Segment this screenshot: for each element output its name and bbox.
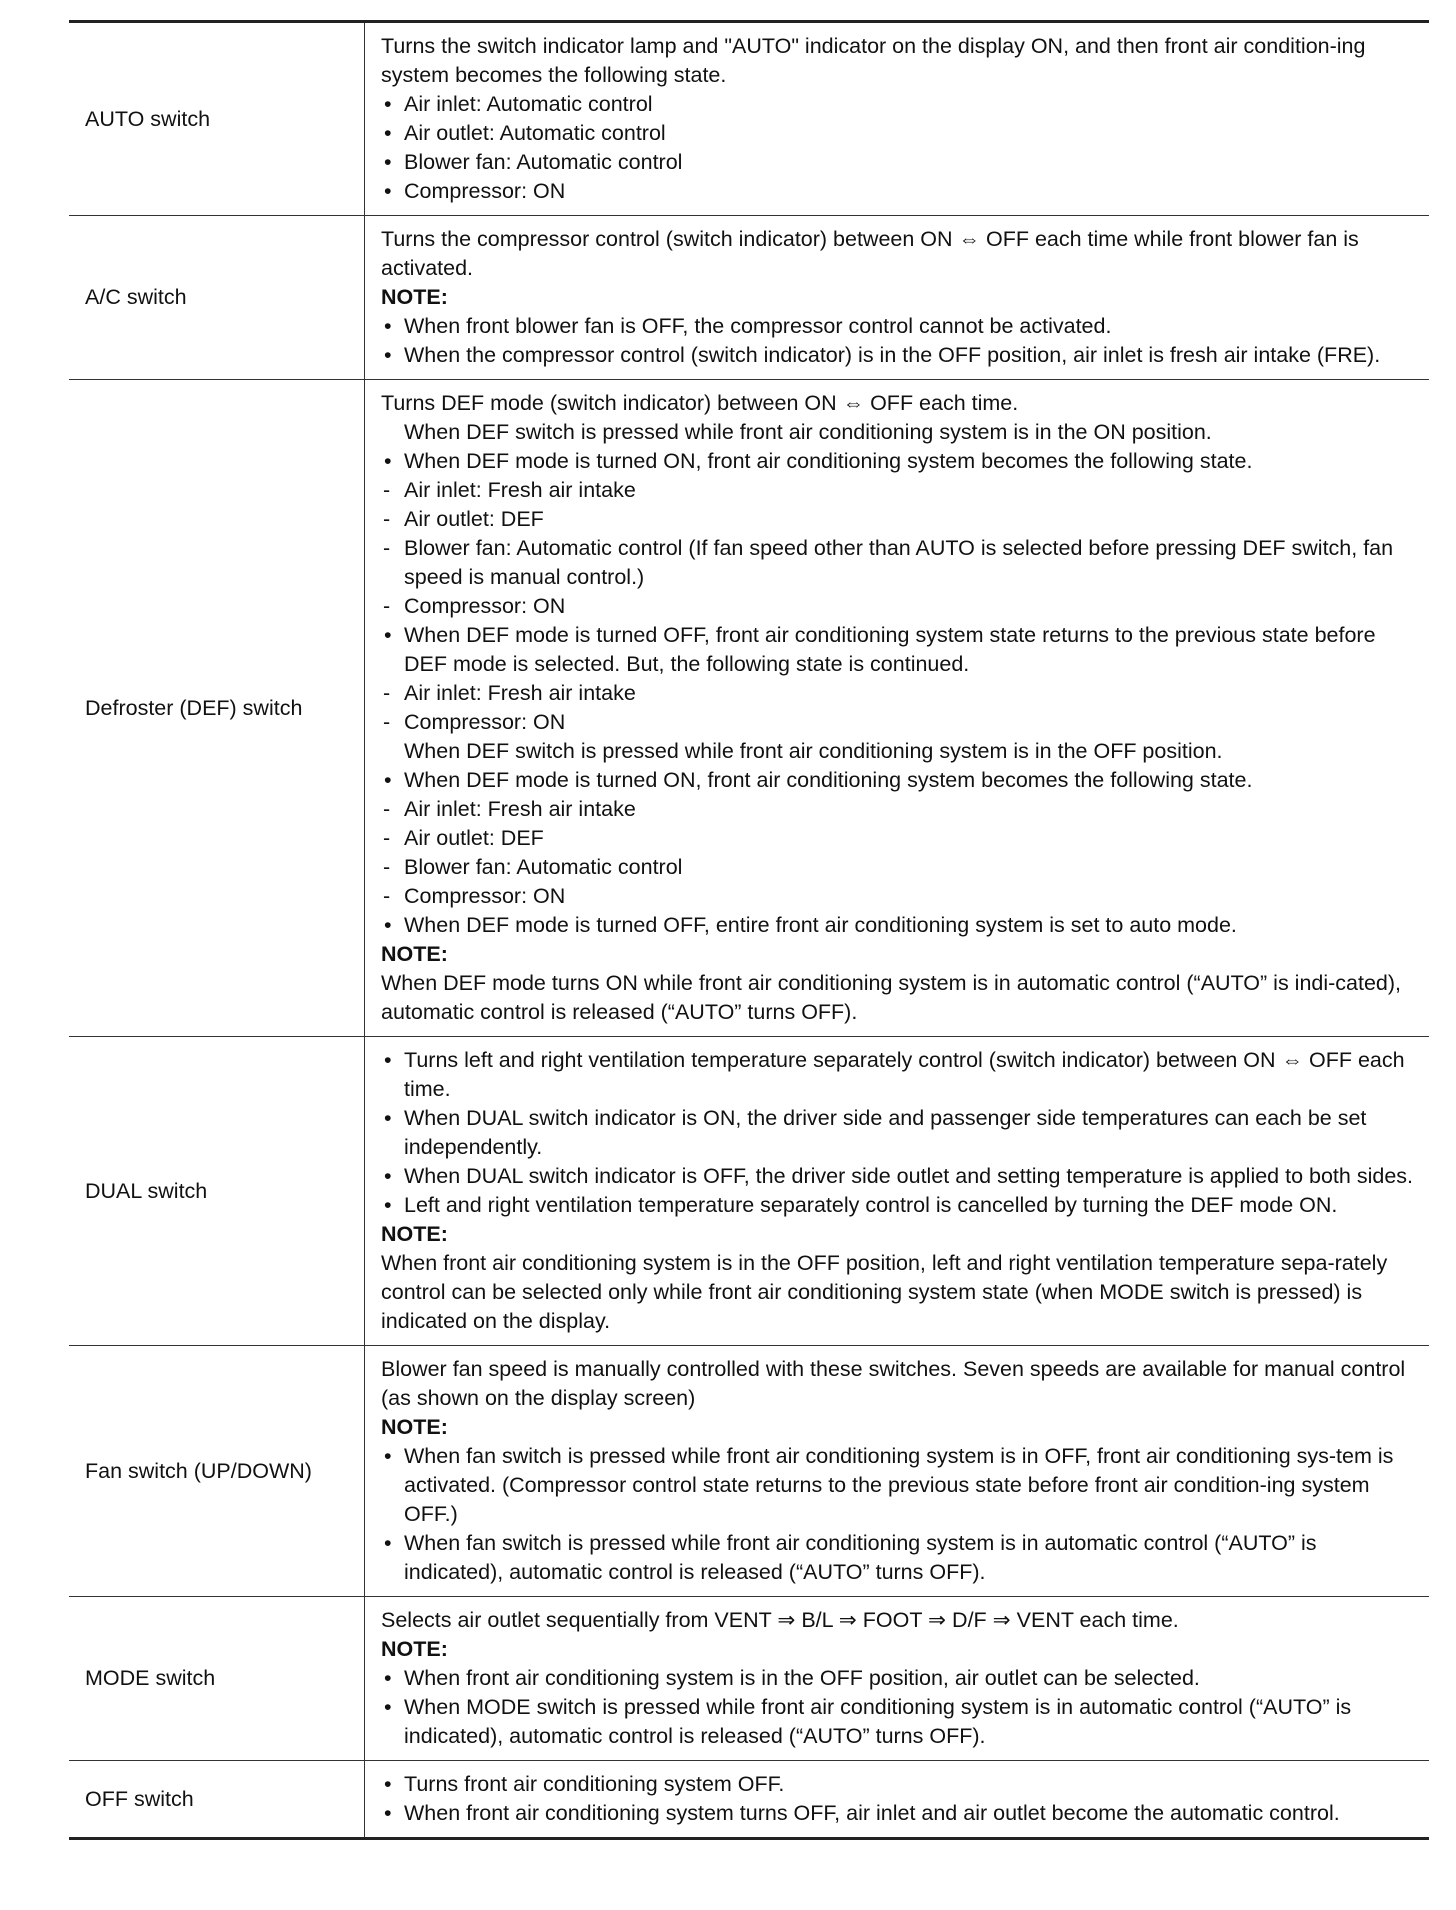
switch-name: DUAL switch	[85, 1178, 208, 1203]
switch-name: MODE switch	[85, 1666, 216, 1690]
bullet-item: • When the compressor control (switch indicator) is in the OFF position, air inlet is fresh air intake (FRE).	[381, 341, 1421, 370]
bullet-item: • When DUAL switch indicator is ON, the driver side and passenger side temperatures can each be set independently.	[381, 1104, 1421, 1162]
bullet-item: • Blower fan: Automatic control	[381, 148, 1421, 177]
table-row	[69, 1761, 1429, 1837]
dash-item: - Compressor: ON	[381, 708, 1421, 737]
condition-line: When DEF switch is pressed while front air conditioning system is in the OFF position.	[404, 739, 1223, 763]
switch-description-cell	[365, 1761, 1429, 1837]
bullet-item: • When front air conditioning system is in the OFF position, air outlet can be selected.	[381, 1664, 1421, 1693]
dash-item: - Air outlet: DEF	[381, 505, 1421, 534]
table-row	[69, 1346, 1429, 1597]
dash-item: - Air inlet: Fresh air intake	[381, 679, 1421, 708]
switch-description-cell	[365, 1597, 1429, 1760]
switch-name: OFF switch	[85, 1786, 194, 1811]
bullet-item: • Air outlet: Automatic control	[381, 119, 1421, 148]
switch-name-cell	[69, 1037, 365, 1345]
description-line: When front air conditioning system is in the OFF position, left and right ventilation temperature sepa-rately control can be selected only while front air conditioning system state (when MODE switch is pressed) is indicated on the display.	[381, 1251, 1388, 1333]
switch-function-table	[69, 20, 1429, 1840]
bullet-item: • When fan switch is pressed while front air conditioning system is in OFF, front air conditioning sys-tem is activated. (Compressor control state returns to the previous state before front air condition-ing system OFF.)	[381, 1442, 1421, 1529]
bullet-item: • When fan switch is pressed while front air conditioning system is in automatic control (“AUTO” is indicated), automatic control is released (“AUTO” turns OFF).	[381, 1529, 1421, 1587]
switch-description-cell	[365, 216, 1429, 379]
description-line: When DEF mode turns ON while front air conditioning system is in automatic control (“AUTO” is indi-cated), automatic control is released (“AUTO” turns OFF).	[381, 971, 1402, 1024]
switch-description-cell	[365, 380, 1429, 1036]
switch-name-cell	[69, 1761, 365, 1837]
bullet-item: • When MODE switch is pressed while front air conditioning system is in automatic control (“AUTO” is indicated), automatic control is released (“AUTO” turns OFF).	[381, 1693, 1421, 1751]
dash-item: - Blower fan: Automatic control	[381, 853, 1421, 882]
table-row	[69, 380, 1429, 1037]
dash-item: - Air outlet: DEF	[381, 824, 1421, 853]
bullet-item: • Turns left and right ventilation temperature separately control (switch indicator) between ON ⇔ OFF each time.	[381, 1046, 1421, 1104]
note-label: NOTE:	[381, 1637, 448, 1661]
bullet-item: • When DEF mode is turned ON, front air conditioning system becomes the following state.	[381, 766, 1421, 795]
description-line: Turns DEF mode (switch indicator) between ON ⇔ OFF each time.	[381, 391, 1019, 415]
switch-description-cell	[365, 1346, 1429, 1596]
bullet-item: • Left and right ventilation temperature separately control is cancelled by turning the DEF mode ON.	[381, 1191, 1421, 1220]
bullet-item: • Air inlet: Automatic control	[381, 90, 1421, 119]
note-label: NOTE:	[381, 1415, 448, 1439]
description-line: Turns the switch indicator lamp and "AUTO" indicator on the display ON, and then front air condition-ing system becomes the following state.	[381, 34, 1366, 87]
switch-name-cell	[69, 380, 365, 1036]
bullet-item: • Turns front air conditioning system OFF.	[381, 1770, 1421, 1799]
bullet-item: • When front air conditioning system turns OFF, air inlet and air outlet become the automatic control.	[381, 1799, 1421, 1828]
bullet-item: • When DEF mode is turned OFF, front air conditioning system state returns to the previous state before DEF mode is selected. But, the following state is continued.	[381, 621, 1421, 679]
note-label: NOTE:	[381, 1222, 448, 1246]
switch-name-cell	[69, 216, 365, 379]
bullet-item: • When DEF mode is turned ON, front air conditioning system becomes the following state.	[381, 447, 1421, 476]
dash-item: - Compressor: ON	[381, 882, 1421, 911]
table-row	[69, 1597, 1429, 1761]
bullet-item: • When front blower fan is OFF, the compressor control cannot be activated.	[381, 312, 1421, 341]
description-line: Selects air outlet sequentially from VENT ⇒ B/L ⇒ FOOT ⇒ D/F ⇒ VENT each time.	[381, 1608, 1179, 1632]
description-line: Blower fan speed is manually controlled with these switches. Seven speeds are available for manual control (as shown on the display screen)	[381, 1357, 1406, 1410]
bullet-item: • Compressor: ON	[381, 177, 1421, 206]
switch-name: Defroster (DEF) switch	[85, 695, 303, 720]
table-row	[69, 216, 1429, 380]
table-row	[69, 23, 1429, 216]
bullet-item: • When DEF mode is turned OFF, entire front air conditioning system is set to auto mode.	[381, 911, 1421, 940]
dash-item: - Blower fan: Automatic control (If fan speed other than AUTO is selected before pressing DEF switch, fan speed is manual control.)	[381, 534, 1421, 592]
condition-line: When DEF switch is pressed while front air conditioning system is in the ON position.	[404, 420, 1212, 444]
dash-item: - Air inlet: Fresh air intake	[381, 795, 1421, 824]
table-row	[69, 1037, 1429, 1346]
switch-description-cell	[365, 1037, 1429, 1345]
bullet-item: • When DUAL switch indicator is OFF, the driver side outlet and setting temperature is applied to both sides.	[381, 1162, 1421, 1191]
switch-name-cell	[69, 1346, 365, 1596]
switch-name: A/C switch	[85, 285, 187, 309]
switch-description-cell	[365, 23, 1429, 215]
switch-name-cell	[69, 23, 365, 215]
note-label: NOTE:	[381, 285, 448, 309]
switch-name: Fan switch (UP/DOWN)	[85, 1458, 312, 1483]
note-label: NOTE:	[381, 942, 448, 966]
switch-name: AUTO switch	[85, 106, 211, 131]
dash-item: - Air inlet: Fresh air intake	[381, 476, 1421, 505]
switch-name-cell	[69, 1597, 365, 1760]
dash-item: - Compressor: ON	[381, 592, 1421, 621]
description-line: Turns the compressor control (switch indicator) between ON ⇔ OFF each time while front blower fan is activated.	[381, 227, 1359, 280]
